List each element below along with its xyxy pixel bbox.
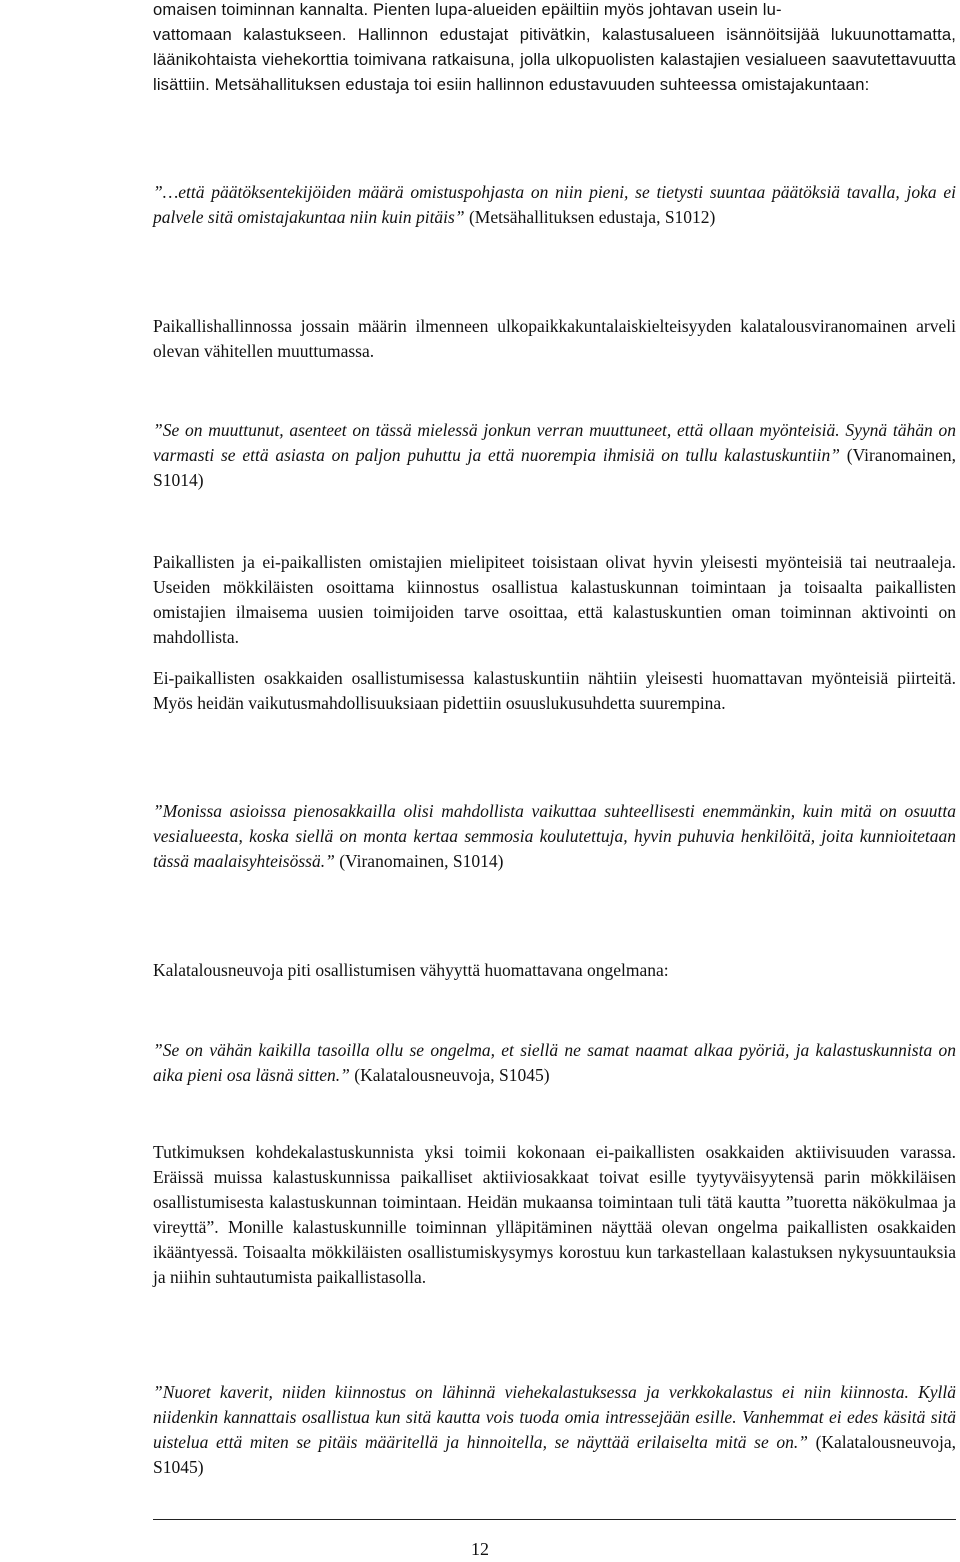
paragraph-intro-rest: Hallinnon edustajat pitivätkin, kalastusalueen isännöitsijää lukuunottamatta, läänikohtaista viehekorttia toimivana ratkaisuna, jolla ulkopuolisten kalastajien vesialueen saavutettavuutta lisättiin. Metsähallituksen edustaja toi esiin hallinnon edustavuuden suhteessa omistajakuntaan:: [153, 25, 956, 94]
paragraph-3: Paikallisten ja ei-paikallisten omistajien mielipiteet toisistaan olivat hyvin yleisesti myönteisiä tai neutraaleja. Useiden mökkiläisten osoittama kiinnostus osallistua kalastuskunnan toimintaan ja toisaalta paikallisten omistajien ilmaisema uusien toimijoiden tarve osoittaa, että kalastuskuntien oman toiminnan aktivointi on mahdollista.: [153, 552, 956, 647]
paragraph-4: Ei-paikallisten osakkaiden osallistumisessa kalastuskuntiin nähtiin yleisesti huomattavan myönteisiä piirteitä. Myös heidän vaikutusmahdollisuuksiaan pidettiin osuuslukusuhdetta suurempina.: [153, 668, 956, 713]
quote-source: (Metsähallituksen edustaja, S1012): [468, 207, 716, 227]
quote-source: (Kalatalousneuvoja, S1045): [153, 1432, 956, 1477]
quote-block-5: [153, 1380, 956, 1480]
footer-divider: [153, 1519, 956, 1520]
quote-block-2: [153, 418, 956, 493]
quote-source: (Kalatalousneuvoja, S1045): [354, 1065, 550, 1085]
quote-text: ”Nuoret kaverit, niiden kiinnostus on lähinnä viehekalastuksessa ja verkkokalastus ei niin kiinnosta. Kyllä niidenkin kannattais osallistua kun sitä kautta vois tuoda omia intressejään esille. Vanhemmat ei edes käsitä sitä uistelua että miten se pitäis määritellä ja hinnoitella, se näyttää erilaiselta mitä se on.”: [153, 1382, 956, 1452]
paragraph-2: Paikallishallinnossa jossain määrin ilmenneen ulkopaikkakuntalaiskielteisyyden kalatalousviranomainen arveli olevan vähitellen muuttumassa.: [153, 316, 956, 361]
quote-block-4: [153, 1038, 956, 1088]
quote-source: (Viranomainen, S1014): [153, 445, 957, 490]
paragraph-intro: [153, 0, 956, 97]
quote-block-1: [153, 180, 956, 230]
quote-block-3: [153, 799, 956, 874]
paragraph-6: Tutkimuksen kohdekalastuskunnista yksi toimii kokonaan ei-paikallisten osakkaiden aktiivisuuden varassa. Eräissä muissa kalastuskunnissa paikalliset aktiiviosakkaat toivat esille tyytyväisyytensä parin mökkiläisen osallistumisesta kalastuskunnan toimintaan. Heidän mukaansa toimintaan tuli tätä kautta ”tuoretta näkökulmaa ja vireyttä”. Monille kalastuskunnille toiminnan ylläpitäminen näyttää olevan ongelma paikallisten osakkaiden ikääntyessä. Toisaalta mökkiläisten osallistumiskysymys korostuu kun tarkastellaan kalastuksen nykysuuntauksia ja niihin suhtautumista paikallistasolla.: [153, 1142, 956, 1287]
page-number: 12: [471, 1539, 489, 1559]
paragraph-5: Kalatalousneuvoja piti osallistumisen vähyyttä huomattavana ongelmana:: [153, 960, 669, 980]
paragraph-intro-line-1: omaisen toiminnan kannalta. Pienten lupa-alueiden epäiltiin myös johtavan usein lu-: [153, 0, 782, 19]
quote-source: (Viranomainen, S1014): [339, 851, 504, 871]
quote-text: ”Monissa asioissa pienosakkailla olisi mahdollista vaikuttaa suhteellisesti enemmänkin, kuin mitä on osuutta vesialueesta, koska siellä on monta kertaa semmosia koulutettuja, hyvin puhuvia henkilöitä, joita kunnioitetaan tässä maalaisyhteisössä.”: [153, 801, 956, 871]
paragraph-intro-line-2: vattomaan kalastukseen.: [153, 25, 347, 44]
quote-text: ”…että päätöksentekijöiden määrä omistuspohjasta on niin pieni, se tietysti suuntaa päätöksiä tavalla, joka ei palvele sitä omistajakuntaa niin kuin pitäis”: [153, 182, 956, 227]
quote-text: ”Se on muuttunut, asenteet on tässä mielessä jonkun verran muuttuneet, että ollaan myönteisiä. Syynä tähän on varmasti se että asiasta on paljon puhuttu ja että nuorempia ihmisiä on tullu kalastuskuntiin”: [153, 420, 956, 465]
quote-text: ”Se on vähän kaikilla tasoilla ollu se ongelma, et siellä ne samat naamat alkaa pyöriä, ja kalastuskunnista on aika pieni osa läsnä sitten.”: [153, 1040, 956, 1085]
